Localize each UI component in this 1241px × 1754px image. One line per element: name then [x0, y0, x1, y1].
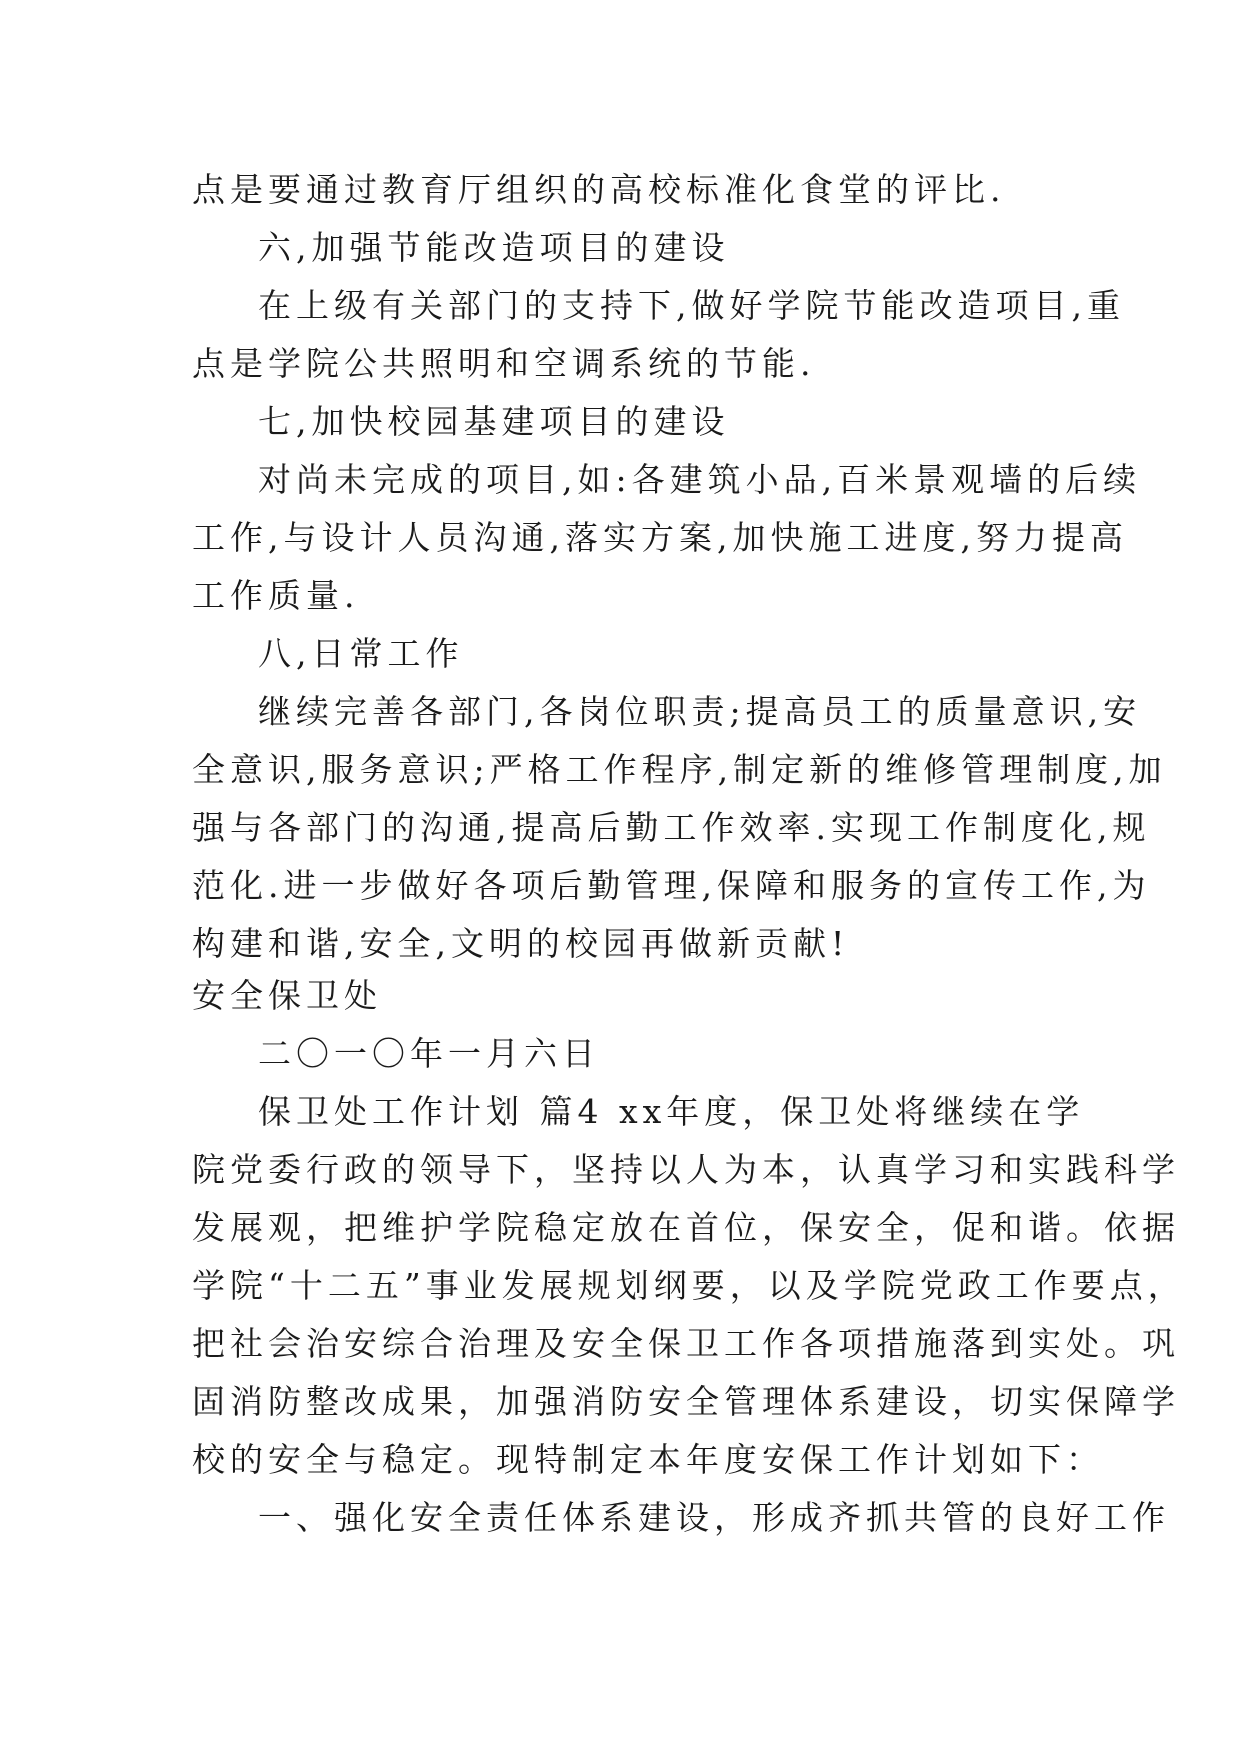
section-heading-1: 一、强化安全责任体系建设，形成齐抓共管的良好工作 [258, 1498, 1170, 1537]
paragraph-line: 发展观，把维护学院稳定放在首位，保安全，促和谐。依据 [192, 1208, 1180, 1247]
paragraph-line: 工作,与设计人员沟通,落实方案,加快施工进度,努力提高 [192, 518, 1128, 557]
paragraph-line: 范化.进一步做好各项后勤管理,保障和服务的宣传工作,为 [192, 866, 1151, 905]
paragraph-line: 强与各部门的沟通,提高后勤工作效率.实现工作制度化,规 [192, 808, 1151, 847]
section-heading-6: 六,加强节能改造项目的建设 [258, 228, 730, 267]
signature-date: 二〇一〇年一月六日 [258, 1034, 600, 1073]
signature-department: 安全保卫处 [192, 976, 382, 1015]
paragraph-line: 全意识,服务意识;严格工作程序,制定新的维修管理制度,加 [192, 750, 1167, 789]
paragraph-line: 继续完善各部门,各岗位职责;提高员工的质量意识,安 [258, 692, 1142, 731]
paragraph-line: 院党委行政的领导下，坚持以人为本，认真学习和实践科学 [192, 1150, 1180, 1189]
paragraph-line: 点是要通过教育厅组织的高校标准化食堂的评比. [192, 170, 1006, 209]
section-heading-8: 八,日常工作 [258, 634, 464, 673]
paragraph-line: 在上级有关部门的支持下,做好学院节能改造项目,重 [258, 286, 1125, 325]
paragraph-line: 构建和谐,安全,文明的校园再做新贡献! [192, 924, 850, 963]
paragraph-line: 校的安全与稳定。现特制定本年度安保工作计划如下： [192, 1440, 1104, 1479]
paragraph-line: 把社会治安综合治理及安全保卫工作各项措施落到实处。巩 [192, 1324, 1180, 1363]
paragraph-line: 对尚未完成的项目,如:各建筑小品,百米景观墙的后续 [258, 460, 1142, 499]
paragraph-line: 点是学院公共照明和空调系统的节能. [192, 344, 816, 383]
plan-title-line: 保卫处工作计划 篇4 xx年度，保卫处将继续在学 [258, 1092, 1085, 1131]
section-heading-7: 七,加快校园基建项目的建设 [258, 402, 730, 441]
paragraph-line: 固消防整改成果，加强消防安全管理体系建设，切实保障学 [192, 1382, 1180, 1421]
paragraph-line: 工作质量. [192, 576, 360, 615]
paragraph-line: 学院“十二五”事业发展规划纲要，以及学院党政工作要点， [192, 1266, 1186, 1305]
